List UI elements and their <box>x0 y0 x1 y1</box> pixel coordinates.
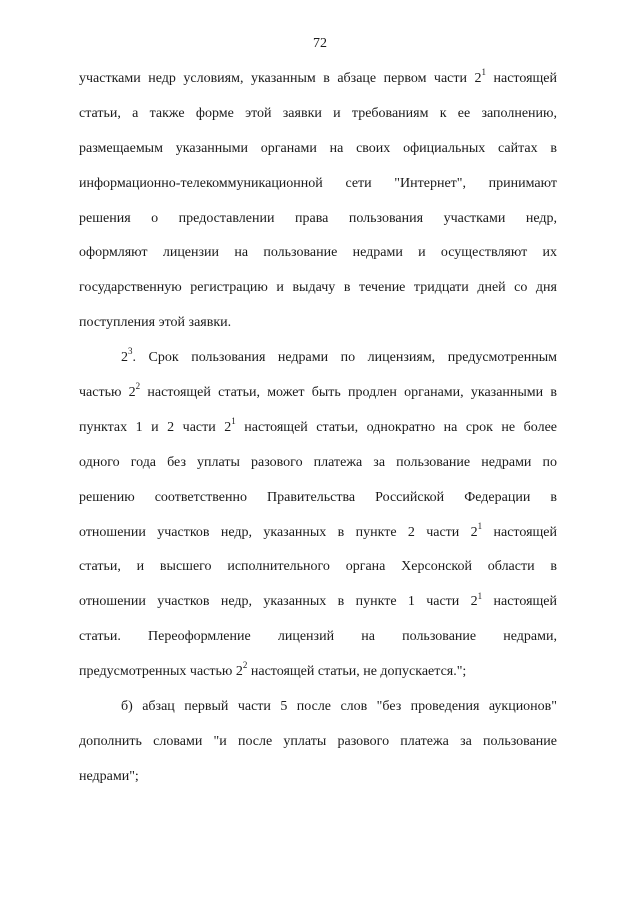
text-line: поступления этой заявки. <box>79 315 232 331</box>
paragraph-3 <box>79 690 557 795</box>
text-line: частью $2^2$ настоящей статьи, может быть продлен органами, указанными в <box>79 381 557 401</box>
text-line: статьи. Переоформление лицензий на пользование недрами, <box>79 629 557 645</box>
text-line: пунктах 1 и 2 части $2^1$ настоящей статьи, однократно на срок не более <box>79 416 557 435</box>
paragraph-2 <box>79 341 557 690</box>
text-line: статьи, а также форме этой заявки и требованиям к ее заполнению, <box>79 105 557 121</box>
text-line: отношении участков недр, указанных в пункте 1 части $2^1$ настоящей <box>79 590 557 610</box>
text-line: дополнить словами "и после уплаты разового платежа за пользование <box>79 733 557 749</box>
text-line: решения о предоставлении права пользования участками недр, <box>79 210 557 226</box>
document-body <box>79 62 557 795</box>
text-line: участками недр условиям, указанным в абзаце первом части $2^1$ настоящей <box>79 67 558 86</box>
text-line: решению соответственно Правительства Российской Федерации в <box>79 489 557 505</box>
text-line: б) абзац первый части 5 после слов "без проведения аукционов" <box>121 699 557 715</box>
text-line: предусмотренных частью $2^2$ настоящей статьи, не допускается."; <box>79 660 467 680</box>
text-line: недрами"; <box>79 768 139 784</box>
text-line: оформляют лицензии на пользование недрами и осуществляют их <box>79 245 557 261</box>
text-line: государственную регистрацию и выдачу в течение тридцати дней со дня <box>79 280 557 296</box>
text-line: отношении участков недр, указанных в пункте 2 части $2^1$ настоящей <box>79 520 557 540</box>
text-line: информационно-телекоммуникационной сети "Интернет", принимают <box>79 175 557 191</box>
text-line: $2^3$. Срок пользования недрами по лицензиям, предусмотренным <box>121 346 557 366</box>
paragraph-1 <box>79 62 557 341</box>
page-number: 72 <box>313 36 327 51</box>
text-line: размещаемым указанными органами на своих официальных сайтах в <box>79 140 557 156</box>
text-line: одного года без уплаты разового платежа за пользование недрами по <box>79 454 557 470</box>
text-line: статьи, и высшего исполнительного органа Херсонской области в <box>79 559 557 575</box>
